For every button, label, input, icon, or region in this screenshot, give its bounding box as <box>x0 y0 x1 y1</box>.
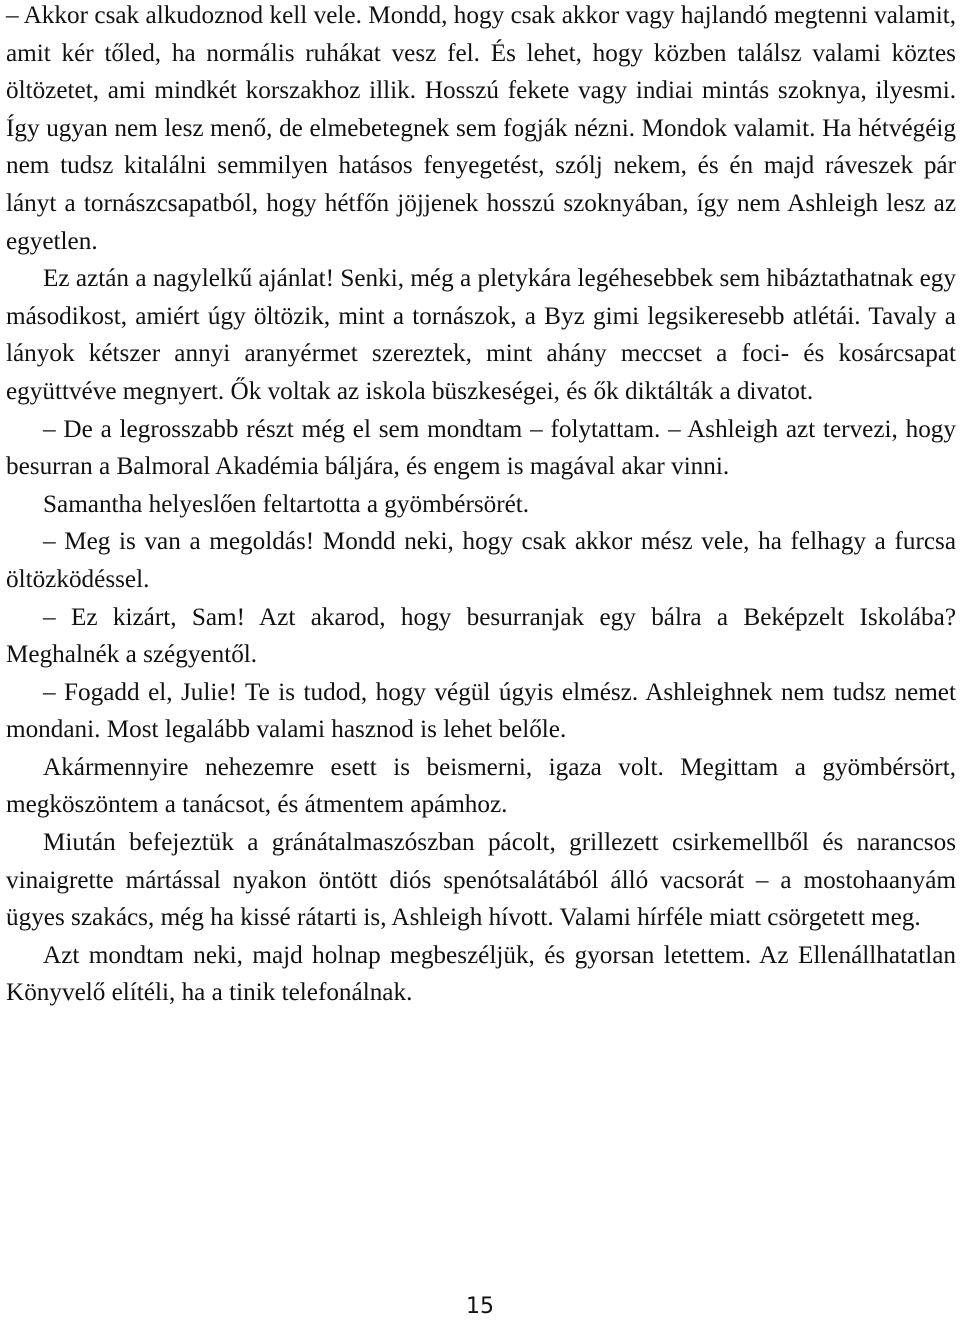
paragraph: Miután befejeztük a gránátalmaszószban pácolt, grillezett csirkemellből és narancsos vinaigrette mártással nyakon öntött diós spenótsalátából álló vacsorát – a mostohaanyám ügyes szakács, még ha kissé rátarti is, Ashleigh hívott. Valami hírféle miatt csörgetett meg. <box>6 829 956 932</box>
paragraph: – De a legrosszabb részt még el sem mondtam – folytattam. – Ashleigh azt tervezi, hogy besurran a Balmoral Akadémia báljára, és engem is magával akar vinni. <box>6 415 956 481</box>
book-page <box>6 0 956 1012</box>
paragraph: – Ez kizárt, Sam! Azt akarod, hogy besurranjak egy bálra a Beképzelt Iskolába? Meghalnék a szégyentől. <box>6 603 956 669</box>
paragraph: Akármennyire nehezemre esett is beismerni, igaza volt. Megittam a gyömbérsört, megköszöntem a tanácsot, és átmentem apámhoz. <box>6 753 956 819</box>
paragraph: Azt mondtam neki, majd holnap megbeszéljük, és gyorsan letettem. Az Ellenállhatatlan Könyvelő elítéli, ha a tinik telefonálnak. <box>6 941 956 1007</box>
paragraph: – Akkor csak alkudoznod kell vele. Mondd, hogy csak akkor vagy hajlandó megtenni valamit, amit kér tőled, ha normális ruhákat vesz fel. És lehet, hogy közben találsz valami köztes öltözetet, ami mindkét korszakhoz illik. Hosszú fekete vagy indiai mintás szoknya, ilyesmi. Így ugyan nem lesz menő, de elmebetegnek sem fogják nézni. Mondok valamit. Ha hétvégéig nem tudsz kitalálni semmilyen hatásos fenyegetést, szólj nekem, és én majd ráveszek pár lányt a tornászcsapatból, hogy hétfőn jöjjenek hosszú szoknyában, így nem Ashleigh lesz az egyetlen. <box>6 2 956 255</box>
page-number: 15 <box>466 1294 494 1319</box>
paragraph: Samantha helyeslően feltartotta a gyömbérsörét. <box>43 490 530 518</box>
paragraph: – Meg is van a megoldás! Mondd neki, hogy csak akkor mész vele, ha felhagy a furcsa öltözködéssel. <box>6 528 956 593</box>
paragraph: – Fogadd el, Julie! Te is tudod, hogy végül úgyis elmész. Ashleighnek nem tudsz nemet mondani. Most legalább valami hasznod is lehet belőle. <box>6 678 956 744</box>
paragraph: Ez aztán a nagylelkű ajánlat! Senki, még a pletykára legéhesebbek sem hibáztathatnak egy másodikost, amiért úgy öltözik, mint a tornászok, a Byz gimi legsikeresebb atlétái. Tavaly a lányok kétszer annyi aranyérmet szereztek, mint ahány meccset a foci- és kosárcsapat együttvéve megnyert. Ők voltak az iskola büszkeségei, és ők diktálták a divatot. <box>6 265 956 405</box>
